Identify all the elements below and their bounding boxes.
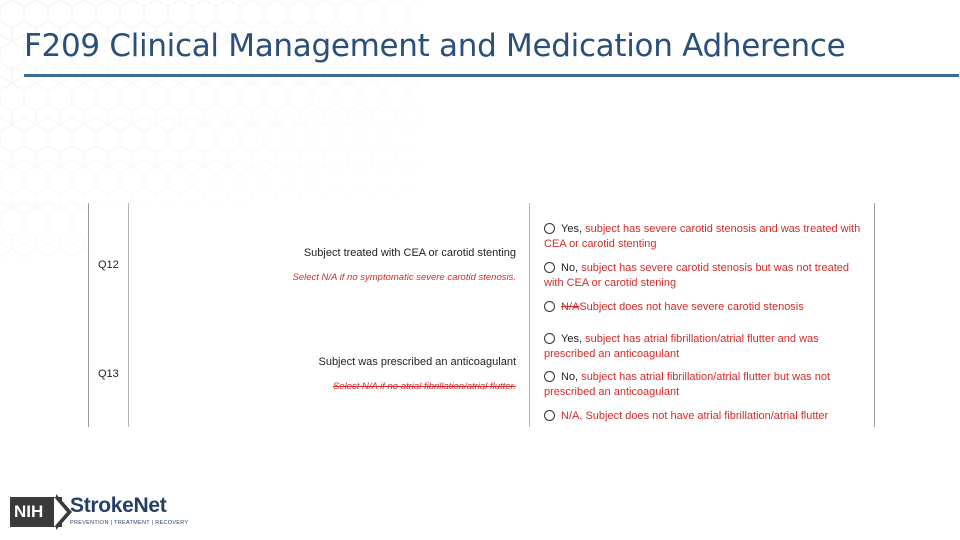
radio-button[interactable] (544, 223, 555, 234)
radio-button[interactable] (544, 410, 555, 421)
question-id-q12: Q12 (98, 259, 119, 271)
option-q13-yes[interactable]: Yes, subject has atrial fibrillation/atrial flutter and was prescribed an anticoagulant (544, 333, 819, 360)
option-q13-na[interactable]: N/A, Subject does not have atrial fibrillation/atrial flutter (544, 409, 864, 424)
question-text-q13: Subject was prescribed an anticoagulant (318, 356, 516, 368)
question-id-q13: Q13 (98, 368, 119, 380)
question-instruction-q12: Select N/A if no symptomatic severe carotid stenosis. (292, 272, 516, 283)
column-divider (529, 203, 530, 427)
slide-title: F209 Clinical Management and Medication Adherence (24, 28, 846, 64)
strokenet-tagline: PREVENTION | TREATMENT | RECOVERY (70, 520, 189, 526)
strokenet-brand: StrokeNet (70, 494, 167, 517)
nih-logo-arrow-inner (54, 497, 67, 527)
title-underline (24, 74, 959, 77)
option-q12-no[interactable]: No, subject has severe carotid stenosis but was not treated with CEA or carotid stening (544, 262, 850, 289)
form-excerpt (88, 203, 875, 427)
option-q12-yes[interactable]: Yes, subject has severe carotid stenosis and was treated with CEA or carotid stenting (544, 223, 861, 250)
option-q13-no[interactable]: No, subject has atrial fibrillation/atrial flutter but was not prescribed an anticoagulant (544, 371, 831, 398)
question-text-q12: Subject treated with CEA or carotid stenting (303, 247, 516, 259)
nih-strokenet-logo (10, 494, 192, 532)
question-instruction-q13: Select N/A if no atrial fibrillation/atrial flutter. (332, 381, 516, 392)
radio-button[interactable] (544, 371, 555, 382)
option-q12-na[interactable]: N/ASubject does not have severe carotid stenosis (544, 300, 864, 315)
column-divider (128, 203, 129, 427)
radio-button[interactable] (544, 301, 555, 312)
radio-button[interactable] (544, 333, 555, 344)
nih-logo-mark: NIH (10, 497, 62, 527)
radio-button[interactable] (544, 262, 555, 273)
